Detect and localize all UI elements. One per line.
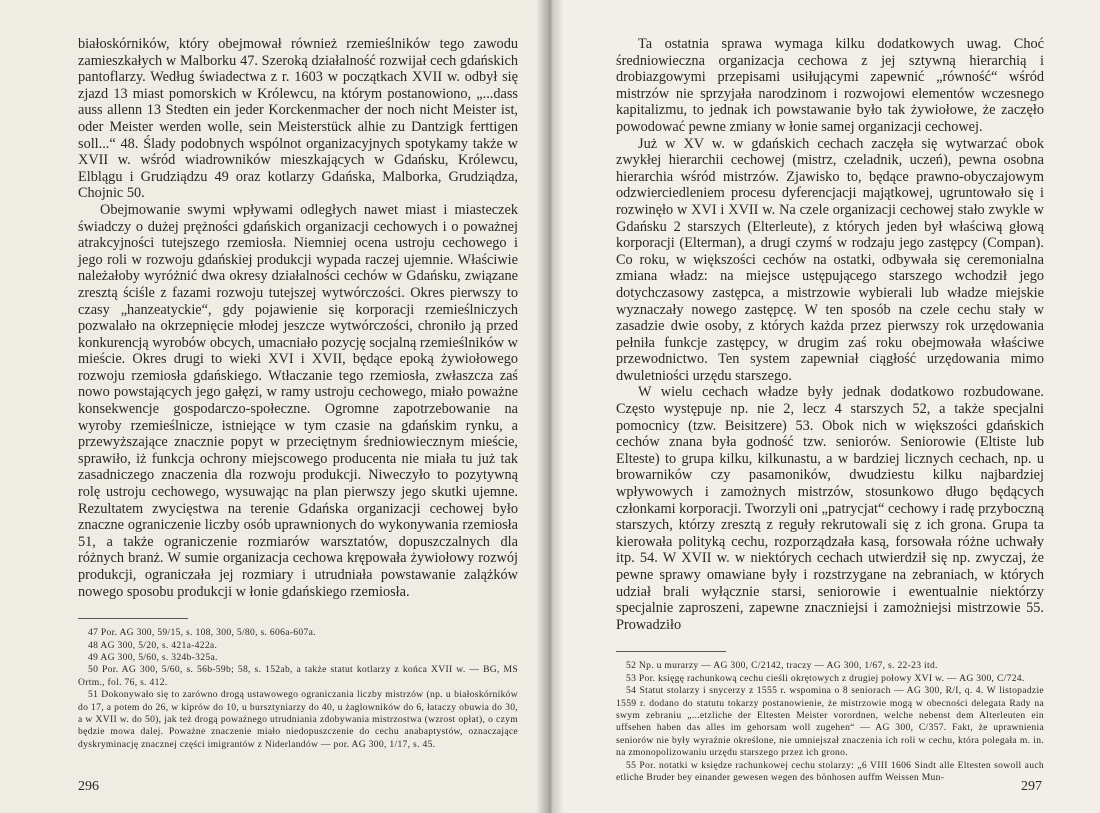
- footnote-rule: [616, 651, 726, 652]
- page-number-right: 297: [1021, 779, 1042, 794]
- right-footnotes: [616, 660, 1044, 784]
- right-page: [550, 0, 1100, 813]
- page-number-left: 296: [78, 779, 99, 794]
- left-footnotes: [78, 627, 518, 751]
- footnote: 50 Por. AG 300, 5/60, s. 56b-59b; 58, s. 152ab, a także statut kotlarzy z końca XVII w. — BG, MS Ortm., fol. 76, s. 412.: [78, 664, 518, 688]
- right-paragraph: Ta ostatnia sprawa wymaga kilku dodatkowych uwag. Choć średniowieczna organizacja cechowa z jej sztywną hierarchią i drobiazgowymi przepisami usiłującymi zapewnić „równość“ wśród mistrzów nie sprzyjała narodzinom i rozwojowi elementów wczesnego kapitalizmu, to jednak ich powstawanie było tak żywiołowe, że zaczęło powodować pewne zmiany w łonie samej organizacji cechowej.: [616, 36, 1044, 135]
- left-body-text: [78, 36, 518, 600]
- footnote: 51 Dokonywało się to zarówno drogą ustawowego ograniczania liczby mistrzów (np. u białoskórników do 17, a potem do 26, w kiprów do 10, u bursztyniarzy do 40, u żaglowników do 6, łataczy obuwia do 30, a w XVII w. do 50), jak też drogą poważnego utrudniania zdobywania mistrzostwa (wzrost opłat), o czym będzie mowa dalej. Poważne znaczenie miało niedopuszczenie do cechu anabaptystów, oznaczające dyskryminację znacznej części imigrantów z Niderlandów — por. AG 300, 1/17, s. 45.: [78, 689, 518, 750]
- right-paragraph: Już w XV w. w gdańskich cechach zaczęła się wytwarzać obok zwykłej hierarchii cechowej (mistrz, czeladnik, uczeń), pewna osobna hierarchia wśród mistrzów. Zjawisko to, będące prawno-obyczajowym odzwierciedleniem procesu dyferencjacji majątkowej, ugruntowało się i rozwinęło w XVI i XVII w. Na czele organizacji cechowej stało zwykle w Gdańsku 2 starszych (Elterleute), z których jeden był właściwą głową korporacji (Elterman), a drugi czymś w rodzaju jego zastępcy (Compan). Co roku, w większości cechów na ostatki, odbywała się ceremonialna zmiana władz: na miejsce ustępującego starszego wchodził jego dotychczasowy zastępca, a mistrzowie wybierali lub władze miejskie wyznaczały nowego zastępcę. W ten sposób na czele cechu stały w zasadzie dwie osoby, z których każda przez pierwszy rok urzędowania pełniła funkcje zastępcy, w drugim zaś roku obejmowała właściwe przewodnictwo. Ten system zapewniał ciągłość urzędowania mimo dwuletniości urzędu starszego.: [616, 135, 1044, 384]
- right-body-text: [616, 36, 1044, 633]
- footnote: 49 AG 300, 5/60, s. 324b-325a.: [88, 652, 218, 663]
- right-paragraph: W wielu cechach władze były jednak dodatkowo rozbudowane. Często występuje np. nie 2, lecz 4 starszych 52, a także specjalni pomocnicy (tzw. Beisitzere) 53. Obok nich w większości gdańskich cechów znana była godność tzw. seniorów. Seniorowie (Eltiste lub Elteste) to grupa kilku, kilkunastu, a w bardziej licznych cechach, np. u browarników czy pasamoników, dwudziestu kilku najbardziej wpływowych i zamożnych mistrzów, stosunkowo długo będących członkami korporacji. Tworzyli oni „patrycjat“ cechowy i radę przyboczną starszych, którzy zresztą z reguły rekrutowali się z ich grona. Grupa ta kierowała polityką cechu, rozporządzała kasą, forsowała różne uchwały itp. 54. W XVII w. w niektórych cechach utwierdził się np. zwyczaj, że pewne sprawy omawiane były i rozstrzygane na zebraniach, w których udział brali wyłącznie starsi, seniorowie i ewentualnie niektórzy specjalnie zaproszeni, zapewne znaczniejsi i zamożniejsi mistrzowie 55. Prowadziło: [616, 384, 1044, 633]
- footnote: 52 Np. u murarzy — AG 300, C/2142, traczy — AG 300, 1/67, s. 22-23 itd.: [626, 660, 938, 672]
- footnote-rule: [78, 618, 188, 619]
- footnote: 54 Statut stolarzy i snycerzy z 1555 r. wspomina o 8 seniorach — AG 300, R/I, q. 4. W listopadzie 1559 r. dodano do statutu tokarzy postanowienie, że mistrzowie mogą w obecności delegata Rady na swym zebraniu „...etzliche der Eltesten Meister vorordnen, welche nebenst dem Alterleuten ein uffsehen haben das alles im gehorsam woll zugehen“ — AG 300, C/357. Fakt, że uprawnienia seniorów nie były wyraźnie określone, nie umniejszał znaczenia ich roli w cechu, która polegała m. in. na zmonopolizowaniu urzędu starszego przez ich grono.: [616, 685, 1044, 759]
- footnote: 48 AG 300, 5/20, s. 421a-422a.: [88, 639, 218, 651]
- footnote: 55 Por. notatki w księdze rachunkowej cechu stolarzy: „6 VIII 1606 Sindt alle Eltesten sowoll auch etliche Bruder bey einander gewesen wegen des bönhosen auffm Weissen Mun-: [616, 759, 1044, 784]
- footnote: 47 Por. AG 300, 59/15, s. 108, 300, 5/80, s. 606a-607a.: [88, 627, 316, 639]
- left-paragraph: białoskórników, który obejmował również rzemieślników tego zawodu zamieszkałych w Malborku 47. Szeroką działalność rozwijał cech gdańskich pantoflarzy. Według świadectwa z r. 1603 w początkach XVII w. odbył się zjazd 13 miast pomorskich w Królewcu, na którym postanowiono, „...dass auss allenn 13 Stedten ein jeder Korckenmacher der noch nicht Meister ist, oder Meister werden wolle, sein Meisterstück alhie zu Dantzigk ferttigen soll...“ 48. Ślady podobnych wspólnot organizacyjnych spotykamy także w XVII w. wśród wiadrowników mieszkających w Gdańsku, Królewcu, Elblągu i Grudziądzu 49 oraz kotlarzy Gdańska, Malborka, Grudziądza, Chojnic 50.: [78, 36, 518, 202]
- left-paragraph: Obejmowanie swymi wpływami odległych nawet miast i miasteczek świadczy o dużej prężności gdańskich organizacji cechowych i o poważnej atrakcyjności tutejszego rzemiosła. Niemniej ocena ustroju cechowego i jego roli w rozwoju gdańskiej produkcji wypada raczej ujemnie. Właściwie należałoby wyróżnić dwa okresy działalności cechów w Gdańsku, związane zresztą ściśle z fazami rozwoju tutejszej wytwórczości. Okres pierwszy to czasy „hanzeatyckie“, gdy pojawienie się korporacji rzemieślniczych pozwalało na okrzepnięcie młodej jeszcze wytwórczości, chroniło ją przed konkurencją wyrobów obcych, umacniało pozycję socjalną rzemieślników w mieście. Okres drugi to wieki XVI i XVII, będące epoką żywiołowego rozwoju rzemiosła gdańskiego. Wtłaczanie tego rzemiosła, zwłaszcza zaś nowo powstających jego gałęzi, w ramy ustroju cechowego, miało poważne konsekwencje gospodarczo-społeczne. Ogromne zapotrzebowanie na wyroby rzemieślnicze, istniejące w tym czasie na gdańskim rynku, a przewyższające znacznie popyt w przeciętnym średniowiecznym mieście, sprawiło, iż funkcja ochrony miejscowego producenta nie miała tu już tak zasadniczego znaczenia dla rozwoju produkcji. Niweczyło to pozytywną rolę ustroju cechowego, wysuwając na plan pierwszy jego skutki ujemne. Rezultatem zwycięstwa na terenie Gdańska organizacji cechowej było znaczne ograniczenie liczby osób uprawnionych do wykonywania rzemiosła 51, a także ograniczenie rozmiarów warsztatów, dopuszczalnych dla różnych branż. W sumie organizacja cechowa krępowała żywiołowy rozwój produkcji, ograniczała jej rozmiary i utrudniała powstawanie zalążków nowego sposobu produkcji w łonie gdańskiego rzemiosła.: [78, 201, 518, 600]
- footnote: 53 Por. księgę rachunkową cechu cieśli okrętowych z drugiej połowy XVI w. — AG 300, C/724.: [626, 672, 1025, 684]
